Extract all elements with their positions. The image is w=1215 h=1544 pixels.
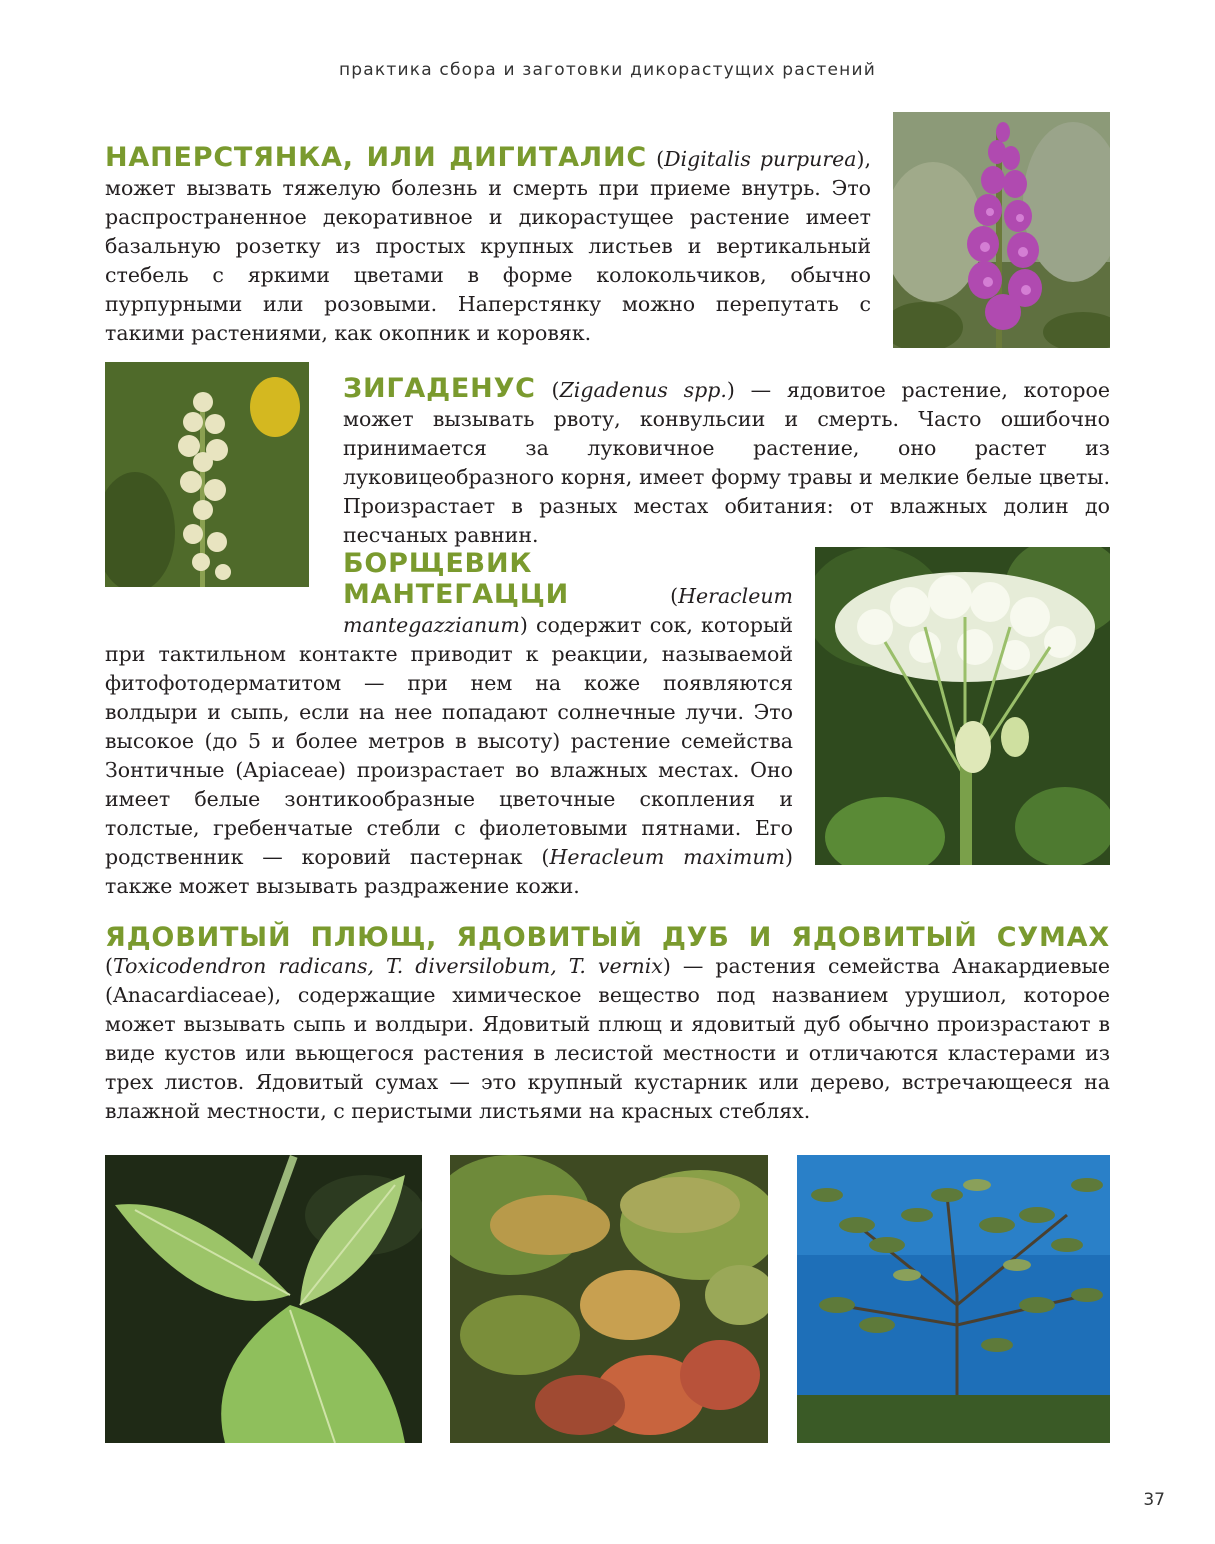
- latin-name: Toxicodendron radicans, T. diversilobum, T. vernix: [113, 954, 663, 978]
- section-text: может вызвать тяжелую болезнь и смерть при приеме внутрь. Это распространенное декоративное и дикорастущее растение имеет базальную розетку из простых крупных листьев и вертикальный стебель с яркими цветами в форме колокольчиков, обычно пурпурными или розовыми. Наперстянку можно перепутать с такими растениями, как окопник и коровяк.: [105, 176, 871, 345]
- photo-poison-oak: [450, 1155, 768, 1443]
- heading-digitalis: НАПЕРСТЯНКА, ИЛИ ДИГИТАЛИС: [105, 142, 648, 173]
- page-number: 37: [1143, 1490, 1165, 1510]
- section-toxicodendron: ЯДОВИТЫЙ ПЛЮЩ, ЯДОВИТЫЙ ДУБ И ЯДОВИТЫЙ СУМАХ (Toxicodendron radicans, T. diversilobum, T. vernix) — растения семейства Анакардиевые (Anacardiaceae), содержащие химическое вещество под названием урушиол, которое может вызывать сыпь и волдыри. Ядовитый плющ и ядовитый дуб обычно произрастают в виде кустов или вьющегося растения в лесистой местности и отличаются кластерами из трех листов. Ядовитый сумах — это крупный кустарник или дерево, встречающееся на влажной местности, с перистыми листьями на красных стеблях.: [105, 922, 1110, 1123]
- photo-foxglove: [893, 112, 1110, 348]
- latin-name: Zigadenus spp.: [559, 378, 727, 402]
- heading-zigadenus: ЗИГАДЕНУС: [343, 373, 536, 404]
- photo-poison-ivy: [105, 1155, 422, 1443]
- photo-heracleum: [815, 547, 1110, 865]
- section-text: содержит сок, который при тактильном контакте приводит к реакции, называемой фитофотодерматитом — при нем на коже появляются волдыри и сыпь, если на нее попадают солнечные лучи. Это высокое (до 5 и более метров в высоту) растение семейства Зонтичные (Apiaceae) произрастает во влажных местах. Оно имеет белые зонтикообразные цветочные скопления и толстые, гребенчатые стебли с фиолетовыми пятнами. Его родственник — коровий пастернак (: [105, 613, 793, 869]
- heading-heracleum: БОРЩЕВИК МАНТЕГАЦЦИ: [343, 548, 570, 610]
- latin-name: Digitalis purpurea: [664, 147, 857, 171]
- latin-name: Heracleum mantegazzianum: [343, 584, 793, 637]
- running-head: практика сбора и заготовки дикорастущих растений: [338, 60, 876, 80]
- section-text: — растения семейства Анакардиевые (Anacardiaceae), содержащие химическое вещество под названием урушиол, которое может вызывать сыпь и волдыри. Ядовитый плющ и ядовитый дуб обычно произрастают в виде кустов или вьющегося растения в лесистой местности и отличаются кластерами из трех листов. Ядовитый сумах — это крупный кустарник или дерево, встречающееся на влажной местности, с перистыми листьями на красных стеблях.: [105, 954, 1110, 1123]
- photo-poison-sumac: [797, 1155, 1110, 1443]
- heading-toxicodendron: ЯДОВИТЫЙ ПЛЮЩ, ЯДОВИТЫЙ ДУБ И ЯДОВИТЫЙ СУМАХ: [105, 922, 1110, 953]
- section-zigadenus: ЗИГАДЕНУС (Zigadenus spp.) — ядовитое растение, которое может вызывать рвоту, конвульсии и смерть. Часто ошибочно принимается за луковичное растение, оно растет из луковицеобразного корня, имеет форму травы и мелкие белые цветы. Произрастает в разных местах обитания: от влажных долин до песчаных равнин.: [343, 373, 1111, 547]
- section-heracleum: БОРЩЕВИК МАНТЕГАЦЦИ (Heracleum mantegazzianum) содержит сок, который при тактильном контакте приводит к реакции, называемой фитофотодерматитом — при нем на коже появляются волдыри и сыпь, если на нее попадают солнечные лучи. Это высокое (до 5 и более метров в высоту) растение семейства Зонтичные (Apiaceae) произрастает во влажных местах. Оно имеет белые зонтикообразные цветочные скопления и толстые, гребенчатые стебли с фиолетовыми пятнами. Его родственник — коровий пастернак (Heracleum maximum) также может вызывать раздражение кожи.: [105, 548, 793, 898]
- section-digitalis: НАПЕРСТЯНКА, ИЛИ ДИГИТАЛИС (Digitalis purpurea), может вызвать тяжелую болезнь и смерть при приеме внутрь. Это распространенное декоративное и дикорастущее растение имеет базальную розетку из простых крупных листьев и вертикальный стебель с яркими цветами в форме колокольчиков, обычно пурпурными или розовыми. Наперстянку можно перепутать с такими растениями, как окопник и коровяк.: [105, 142, 872, 345]
- section-text-2: ) также может вызывать раздражение кожи.: [105, 845, 793, 898]
- latin-name-2: Heracleum maximum: [549, 845, 785, 869]
- float-spacer-left: [105, 549, 343, 635]
- section-text: — ядовитое растение, которое может вызывать рвоту, конвульсии и смерть. Часто ошибочно принимается за луковичное растение, оно растет из луковицеобразного корня, имеет форму травы и мелкие белые цветы. Произрастает в разных местах обитания: от влажных долин до песчаных равнин.: [343, 378, 1111, 547]
